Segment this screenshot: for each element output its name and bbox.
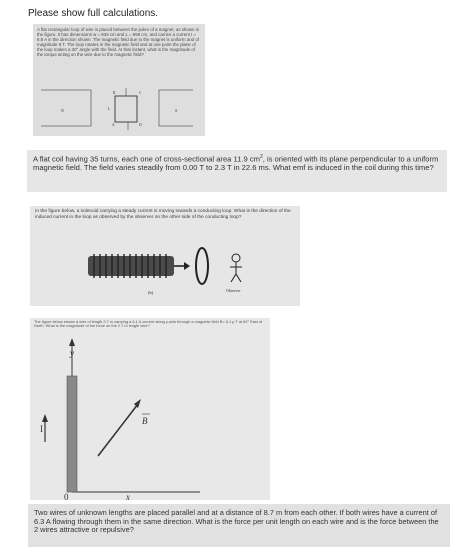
origin-label: 0 bbox=[64, 492, 69, 500]
question-card-torque bbox=[33, 24, 205, 136]
observer-figure bbox=[230, 254, 242, 282]
question-text bbox=[27, 150, 447, 178]
question-text-a: A flat coil having 35 turns, each one of cross-sectional area 11.9 cm bbox=[33, 154, 260, 164]
question-text: Two wires of unknown lengths are placed parallel and at a distance of 8.7 m from each other. If both wires have a current of 6.3 A flowing through them in the same direction. What is the force per unit length on each wire and is the force between the 2 wires attractive or repulsive? bbox=[34, 508, 439, 535]
solenoid bbox=[88, 256, 174, 276]
question-card-emf bbox=[27, 150, 447, 192]
question-card-parallel-wires bbox=[28, 504, 450, 547]
superscript: 2 bbox=[259, 154, 263, 160]
field-arrow bbox=[98, 404, 138, 456]
question-card-force-wire bbox=[30, 318, 270, 500]
label-observer: Observer bbox=[226, 288, 241, 293]
wire-field-diagram bbox=[30, 332, 270, 500]
conducting-loop bbox=[196, 248, 208, 284]
north-pole bbox=[41, 90, 91, 126]
wire bbox=[67, 376, 77, 492]
label-d: D bbox=[139, 123, 142, 127]
question-text: In the figure below, a solenoid carrying a steady current is moving towards a conducting loop. What is the direction of the induced current in the loop as observed by the observer on the other side of the conducting loop? bbox=[35, 209, 291, 220]
page-header: Please show full calculations. bbox=[28, 8, 159, 19]
label-l: L bbox=[108, 107, 111, 111]
label-field: B bbox=[142, 416, 148, 426]
label-s: S bbox=[175, 108, 178, 113]
wire-loop bbox=[115, 96, 137, 122]
label-n: N bbox=[61, 108, 64, 113]
question-card-solenoid bbox=[30, 206, 300, 306]
axis-label-x: x bbox=[126, 492, 130, 500]
question-text-b: , is oriented with its plane perpendicular to a uniform magnetic field. The field varies steadily from 0.00 T to 2.3 T in 22.6 ms. What emf is induced in the coil during this time? bbox=[33, 154, 439, 173]
label-c: C bbox=[139, 91, 142, 95]
question-text: A flat rectangular loop of wire is placed between the poles of a magnet, as shown in the figure. It has dimensions w = 839 cm and L = 859 cm, and carries a current I = 8.8 A in the direction shown. The magnetic field due to the magnet is uniform and of magnitude 9 T. The loop rotates in the magnetic field and at one point the plane of the loop makes a 30° angle with the field. At that instant, what is the magnitude of the torque acting on the wire due to the magnetic field? bbox=[37, 27, 200, 58]
label-b-figure: (b) bbox=[148, 290, 154, 295]
solenoid-diagram bbox=[30, 234, 300, 306]
label-a: A bbox=[112, 123, 115, 127]
axis-label-y: y bbox=[70, 348, 74, 358]
label-b: B bbox=[113, 91, 116, 95]
magnet-loop-diagram bbox=[33, 82, 205, 134]
label-current: I bbox=[40, 424, 43, 434]
question-text: The figure below shows a wire of length 2.7 m carrying a 6.1 A current along y-axis through a magnetic field B= 6.1 µ T at 60° East of North. What is the magnitude of the force on the 2.7 m length wire? bbox=[34, 319, 263, 329]
